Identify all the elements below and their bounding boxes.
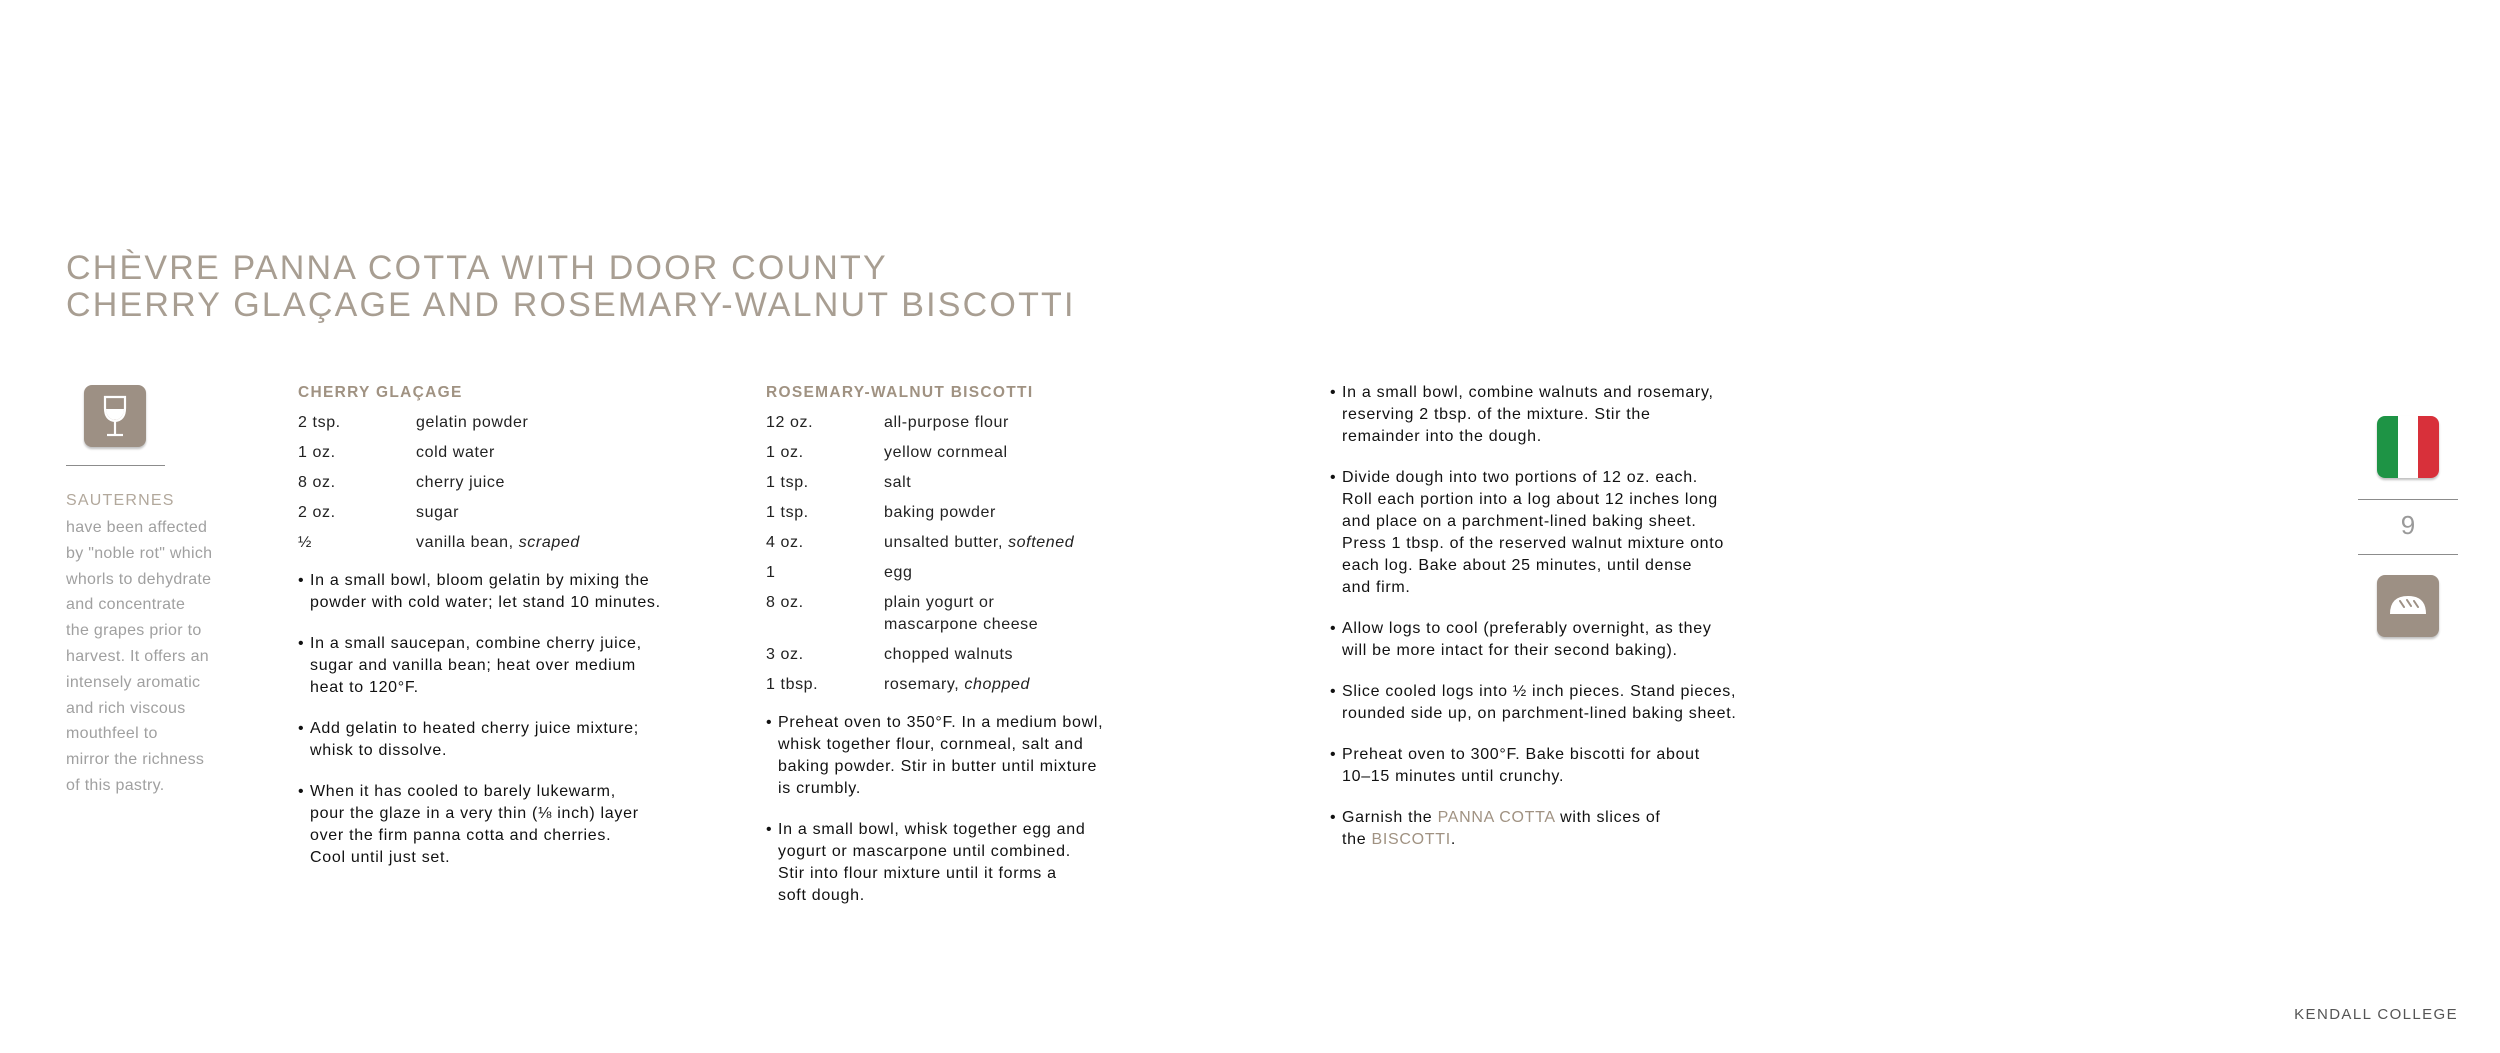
cherry-glacage-section [298, 382, 718, 888]
wine-desc-line: and rich viscous [66, 699, 186, 717]
ingredient-name: cherry juice [416, 474, 506, 491]
wine-pairing-description [66, 515, 246, 799]
step-line: Garnish the PANNA COTTA with slices of [1342, 809, 1661, 826]
ingredient-row [298, 502, 718, 524]
ingredient-qty: 1 oz. [298, 444, 336, 461]
step-line: whisk to dissolve. [310, 742, 448, 759]
step-item: • Preheat oven to 300°F. Bake biscotti for about 10–15 minutes until crunchy. [1330, 744, 1890, 788]
ingredient-name: salt [884, 474, 912, 491]
ingredient-name: sugar [416, 504, 460, 521]
ingredient-qty: 1 tbsp. [766, 676, 819, 693]
section-heading: ROSEMARY-WALNUT BISCOTTI [766, 384, 1034, 401]
step-item: • When it has cooled to barely lukewarm, pour the glaze in a very thin (⅛ inch) layer over the firm panna cotta and cherries. Cool until just set. [298, 781, 718, 869]
ingredient-name [884, 592, 1038, 636]
ingredient-row [766, 532, 1186, 554]
ingredient-row [766, 472, 1186, 494]
section-heading: CHERRY GLAÇAGE [298, 384, 463, 401]
step-item: • Slice cooled logs into ½ inch pieces. Stand pieces, rounded side up, on parchment-lined baking sheet. [1330, 681, 1890, 725]
highlight-panna-cotta: PANNA COTTA [1437, 809, 1555, 826]
step-line: Press 1 tbsp. of the reserved walnut mixture onto [1342, 535, 1725, 552]
step-line: remainder into the dough. [1342, 428, 1542, 445]
ingredient-name-text: rosemary, [884, 676, 965, 693]
page-number: 9 [2400, 510, 2416, 540]
ingredient-row [766, 442, 1186, 464]
ingredient-row [766, 562, 1186, 584]
wine-desc-line: of this pastry. [66, 776, 165, 794]
step-line: Preheat oven to 300°F. Bake biscotti for about [1342, 746, 1700, 763]
ingredient-qty: 4 oz. [766, 534, 804, 551]
step-item: • Add gelatin to heated cherry juice mixture; whisk to dissolve. [298, 718, 718, 762]
ingredient-name: chopped walnuts [884, 646, 1014, 663]
step-line: soft dough. [778, 887, 865, 904]
ingredient-qty: 8 oz. [766, 594, 804, 611]
ingredient-name: egg [884, 564, 913, 581]
wine-desc-line: intensely aromatic [66, 673, 201, 691]
ingredient-name: gelatin powder [416, 414, 529, 431]
step-line: Roll each portion into a log about 12 inches long [1342, 491, 1718, 508]
step-line: When it has cooled to barely lukewarm, [310, 783, 616, 800]
ingredient-qty: 1 tsp. [766, 474, 809, 491]
ingredient-name: yellow cornmeal [884, 444, 1008, 461]
ingredient-qty: 8 oz. [298, 474, 336, 491]
wine-desc-line: and concentrate [66, 596, 186, 614]
wine-desc-line: mouthfeel to [66, 725, 158, 743]
ingredient-row [298, 412, 718, 434]
step-line: Preheat oven to 350°F. In a medium bowl, [778, 714, 1104, 731]
ingredient-row [298, 472, 718, 494]
ingredient-row [298, 532, 718, 554]
title-line-2: CHERRY GLAÇAGE AND ROSEMARY-WALNUT BISCOTTI [66, 286, 1076, 324]
step-line: Slice cooled logs into ½ inch pieces. Stand pieces, [1342, 683, 1737, 700]
step-line: Allow logs to cool (preferably overnight, as they [1342, 620, 1712, 637]
ingredient-qty: 1 [766, 564, 776, 581]
step-item: • In a small bowl, whisk together egg and yogurt or mascarpone until combined. Stir into flour mixture until it forms a soft dough. [766, 819, 1186, 907]
step-item: • In a small saucepan, combine cherry juice, sugar and vanilla bean; heat over medium heat to 120°F. [298, 633, 718, 699]
step-line: rounded side up, on parchment-lined baking sheet. [1342, 705, 1737, 722]
step-line: heat to 120°F. [310, 679, 419, 696]
ingredient-note: chopped [964, 676, 1030, 693]
step-line: over the firm panna cotta and cherries. [310, 827, 612, 844]
ingredient-qty: 3 oz. [766, 646, 804, 663]
step-line: In a small saucepan, combine cherry juice, [310, 635, 642, 652]
step-line: Stir into flour mixture until it forms a [778, 865, 1057, 882]
ingredient-qty: 2 oz. [298, 504, 336, 521]
step-item: • In a small bowl, bloom gelatin by mixing the powder with cold water; let stand 10 minutes. [298, 570, 718, 614]
step-line: reserving 2 tbsp. of the mixture. Stir the [1342, 406, 1651, 423]
flag-stripe-red [2418, 416, 2439, 478]
step-item: • Allow logs to cool (preferably overnight, as they will be more intact for their second baking). [1330, 618, 1890, 662]
ingredient-qty: 2 tsp. [298, 414, 341, 431]
right-rail-divider [2358, 499, 2458, 500]
italian-flag-icon [2377, 416, 2439, 478]
step-item: • Divide dough into two portions of 12 oz. each. Roll each portion into a log about 12 inches long and place on a parchment-lined baking sheet. Press 1 tbsp. of the reserved walnut mixture onto each log. Bake about 25 minutes, until dense and firm. [1330, 467, 1890, 599]
ingredient-row [766, 674, 1186, 696]
step-item: • Preheat oven to 350°F. In a medium bowl, whisk together flour, cornmeal, salt and baking powder. Stir in butter until mixture is crumbly. [766, 712, 1186, 800]
wine-desc-line: whorls to dehydrate [66, 570, 212, 588]
ingredient-name-line: mascarpone cheese [884, 616, 1039, 633]
garnish-step: • Garnish the PANNA COTTA with slices of the BISCOTTI. [1330, 807, 1890, 851]
step-line: In a small bowl, whisk together egg and [778, 821, 1086, 838]
biscotti-steps-continued [1330, 382, 1890, 870]
ingredient-name-line: plain yogurt or [884, 594, 995, 611]
step-line: and firm. [1342, 579, 1411, 596]
wine-pairing-name: SAUTERNES [66, 492, 175, 509]
flag-stripe-green [2377, 416, 2398, 478]
biscotti-steps [766, 712, 1186, 907]
step-line: Add gelatin to heated cherry juice mixture; [310, 720, 639, 737]
ingredient-name [884, 674, 1030, 696]
flag-stripe-white [2398, 416, 2419, 478]
ingredient-row [298, 442, 718, 464]
step-line: baking powder. Stir in butter until mixture [778, 758, 1098, 775]
ingredient-row [766, 412, 1186, 434]
biscotti-section [766, 382, 1186, 926]
highlight-biscotti: BISCOTTI [1371, 831, 1451, 848]
step-line: will be more intact for their second baking). [1342, 642, 1678, 659]
step-line: Divide dough into two portions of 12 oz. each. [1342, 469, 1698, 486]
sidebar-divider [66, 465, 165, 466]
cherry-glacage-steps [298, 570, 718, 869]
step-line: and place on a parchment-lined baking sheet. [1342, 513, 1697, 530]
ingredient-qty: 12 oz. [766, 414, 814, 431]
title-line-1: CHÈVRE PANNA COTTA WITH DOOR COUNTY [66, 249, 888, 287]
step-line: Cool until just set. [310, 849, 451, 866]
step-line: whisk together flour, cornmeal, salt and [778, 736, 1084, 753]
right-rail-divider [2358, 554, 2458, 555]
ingredient-name: cold water [416, 444, 495, 461]
ingredient-qty: 1 oz. [766, 444, 804, 461]
footer-brand: KENDALL COLLEGE [2294, 1006, 2458, 1023]
step-line: pour the glaze in a very thin (⅛ inch) layer [310, 805, 639, 822]
step-line: In a small bowl, bloom gelatin by mixing the [310, 572, 650, 589]
bread-loaf-icon [2377, 575, 2439, 637]
wine-desc-line: the grapes prior to [66, 622, 202, 640]
step-line: each log. Bake about 25 minutes, until dense [1342, 557, 1693, 574]
wine-desc-line: mirror the richness [66, 751, 205, 769]
step-line: powder with cold water; let stand 10 minutes. [310, 594, 661, 611]
step-line: yogurt or mascarpone until combined. [778, 843, 1071, 860]
ingredient-name-text: vanilla bean, [416, 534, 519, 551]
ingredient-qty: 1 tsp. [766, 504, 809, 521]
ingredient-row [766, 502, 1186, 524]
wine-glass-icon [84, 385, 146, 447]
ingredient-qty: ½ [298, 534, 312, 551]
wine-desc-line: by "noble rot" which [66, 544, 213, 562]
step-line: is crumbly. [778, 780, 861, 797]
biscotti-steps-list [1330, 382, 1890, 851]
ingredient-name: baking powder [884, 504, 996, 521]
ingredient-name [416, 532, 580, 554]
ingredient-row [766, 592, 1186, 636]
ingredient-name [884, 532, 1074, 554]
ingredient-note: scraped [518, 534, 580, 551]
wine-desc-line: have been affected [66, 519, 208, 536]
step-line: sugar and vanilla bean; heat over medium [310, 657, 636, 674]
wine-desc-line: harvest. It offers an [66, 647, 209, 665]
page-title [66, 250, 1076, 324]
ingredient-note: softened [1008, 534, 1075, 551]
step-line: the BISCOTTI. [1342, 831, 1457, 848]
ingredient-row [766, 644, 1186, 666]
step-line: 10–15 minutes until crunchy. [1342, 768, 1565, 785]
ingredient-name: all-purpose flour [884, 414, 1009, 431]
step-line: In a small bowl, combine walnuts and rosemary, [1342, 384, 1714, 401]
step-item: • In a small bowl, combine walnuts and rosemary, reserving 2 tbsp. of the mixture. Stir the remainder into the dough. [1330, 382, 1890, 448]
ingredient-name-text: unsalted butter, [884, 534, 1009, 551]
